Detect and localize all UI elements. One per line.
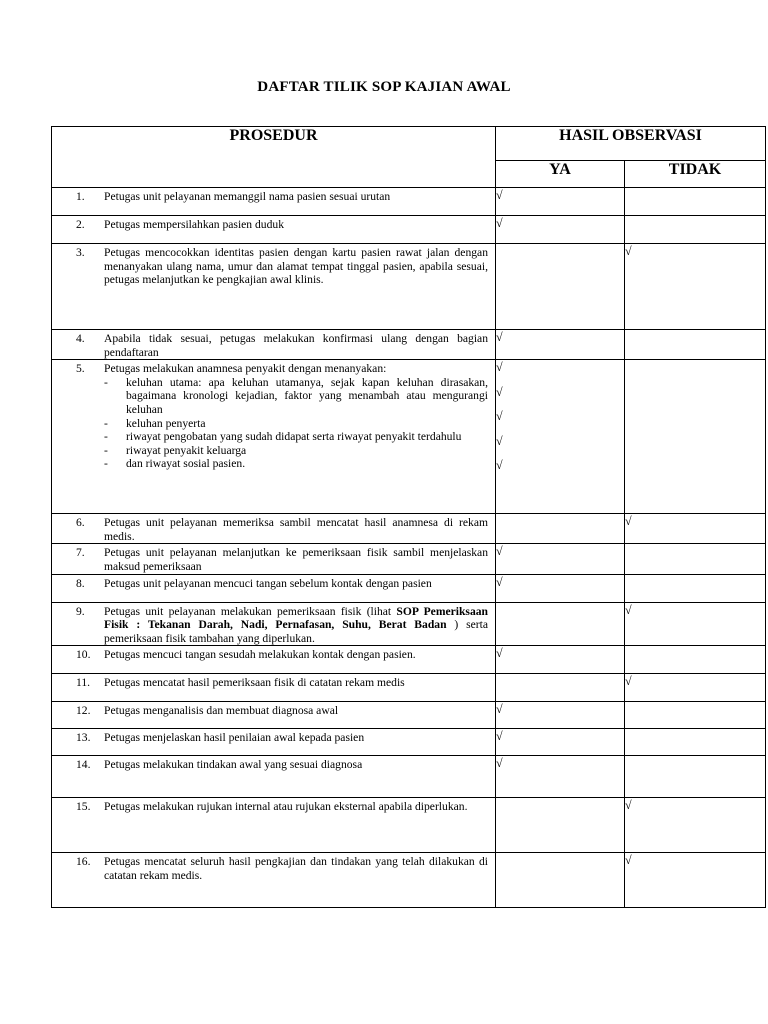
procedure-cell — [52, 360, 496, 514]
table-row — [52, 544, 766, 574]
item-text — [104, 800, 488, 814]
tidak-cell — [625, 674, 766, 702]
procedure-cell — [52, 853, 496, 908]
tidak-cell — [625, 602, 766, 646]
item-number: 15. — [76, 800, 91, 814]
procedure-item — [52, 244, 495, 287]
table-row — [52, 216, 766, 244]
ya-cell — [496, 756, 625, 798]
procedure-cell — [52, 674, 496, 702]
sub-item — [104, 430, 488, 444]
procedure-cell — [52, 544, 496, 574]
sub-item-list — [104, 376, 488, 471]
checklist-table — [51, 126, 766, 908]
tidak-cell — [625, 544, 766, 574]
item-text-main: Petugas menjelaskan hasil penilaian awal kepada pasien — [104, 731, 365, 745]
ya-cell — [496, 853, 625, 908]
ya-cell — [496, 646, 625, 674]
document-title: DAFTAR TILIK SOP KAJIAN AWAL — [257, 79, 511, 95]
item-text — [104, 246, 488, 287]
tidak-cell — [625, 702, 766, 729]
item-text — [104, 218, 488, 232]
sub-item-dash: - — [104, 443, 108, 457]
tidak-cell — [625, 244, 766, 330]
check-mark: √ — [496, 702, 503, 717]
check-mark: √ — [496, 360, 503, 375]
item-number: 5. — [76, 362, 85, 376]
item-text — [104, 516, 488, 543]
table-row — [52, 702, 766, 729]
header-row — [52, 127, 766, 161]
sub-item — [104, 417, 488, 431]
procedure-item — [52, 216, 495, 232]
tidak-cell — [625, 360, 766, 514]
item-number: 2. — [76, 218, 85, 231]
check-mark: √ — [496, 409, 503, 424]
item-text — [104, 758, 488, 772]
item-text-main: Petugas melakukan anamnesa penyakit dengan menanyakan: — [104, 362, 387, 376]
procedure-item — [52, 575, 495, 591]
ya-cell — [496, 216, 625, 244]
item-number: 11. — [76, 676, 91, 690]
procedure-item — [52, 188, 495, 204]
procedure-cell — [52, 756, 496, 798]
sub-item-dash: - — [104, 457, 108, 471]
procedure-cell — [52, 798, 496, 853]
tidak-cell — [625, 216, 766, 244]
item-text-main: Petugas mencocokkan identitas pasien dengan kartu pasien rawat jalan dengan menanyakan ulang nama, umur dan alamat tempat tinggal pasien, apabila sesuai, petugas melanjutkan ke pengkajian awal klinis. — [104, 246, 488, 287]
tidak-cell — [625, 756, 766, 798]
check-mark: √ — [496, 756, 503, 771]
item-text-main: Petugas mencatat seluruh hasil pengkajian dan tindakan yang telah dilakukan di catatan rekam medis. — [104, 855, 488, 882]
sop-reference: SOP Pemeriksaan Fisik : Tekanan Darah, Nadi, Pernafasan, Suhu, Berat Badan — [104, 604, 488, 632]
procedure-item — [52, 330, 495, 359]
table-row — [52, 756, 766, 798]
tidak-cell — [625, 646, 766, 674]
tidak-cell — [625, 514, 766, 544]
procedure-item — [52, 756, 495, 772]
item-text-main: Petugas melakukan rujukan internal atau rujukan eksternal apabila diperlukan. — [104, 800, 468, 814]
check-mark: √ — [496, 458, 503, 473]
sub-item-text: riwayat penyakit keluarga — [126, 443, 247, 457]
table-row — [52, 514, 766, 544]
sub-item-text: riwayat pengobatan yang sudah didapat serta riwayat penyakit terdahulu — [126, 430, 462, 444]
item-number: 6. — [76, 516, 85, 530]
table-row — [52, 188, 766, 216]
item-number: 3. — [76, 246, 85, 259]
ya-cell — [496, 798, 625, 853]
check-mark: √ — [625, 244, 632, 258]
procedure-item — [52, 853, 495, 882]
check-mark: √ — [496, 574, 503, 589]
tidak-header: TIDAK — [625, 160, 766, 187]
hasil-observasi-header: HASIL OBSERVASI — [496, 127, 766, 161]
sub-item-dash: - — [104, 416, 108, 430]
item-text — [104, 704, 488, 718]
tidak-cell — [625, 574, 766, 602]
item-number: 10. — [76, 648, 91, 662]
ya-cell — [496, 602, 625, 646]
item-text-part: Petugas unit pelayanan melakukan pemeriksaan fisik (lihat — [104, 604, 397, 618]
ya-cell — [496, 574, 625, 602]
item-number: 1. — [76, 190, 85, 203]
check-mark: √ — [625, 602, 632, 617]
item-text — [104, 855, 488, 882]
item-text-main: Petugas unit pelayanan melanjutkan ke pemeriksaan fisik sambil menjelaskan maksud pemeriksaan — [104, 546, 488, 573]
check-mark: √ — [625, 798, 632, 813]
check-mark: √ — [496, 433, 503, 448]
check-mark: √ — [625, 853, 632, 868]
item-text-main: Apabila tidak sesuai, petugas melakukan konfirmasi ulang dengan bagian pendaftaran — [104, 332, 488, 359]
tidak-cell — [625, 729, 766, 756]
item-text-part: ) serta pemeriksaan fisik tambahan yang diperlukan. — [104, 618, 489, 645]
procedure-cell — [52, 216, 496, 244]
item-text — [104, 546, 488, 573]
tidak-cell — [625, 330, 766, 360]
prosedur-header: PROSEDUR — [52, 127, 496, 188]
procedure-cell — [52, 188, 496, 216]
item-number: 14. — [76, 758, 91, 772]
check-mark: √ — [496, 384, 503, 399]
procedure-item — [52, 360, 495, 471]
procedure-item — [52, 603, 495, 646]
item-text-main: Petugas mencatat hasil pemeriksaan fisik di catatan rekam medis — [104, 676, 405, 690]
tidak-cell — [625, 798, 766, 853]
sub-item — [104, 376, 488, 417]
sub-item — [104, 444, 488, 458]
table-row — [52, 574, 766, 602]
procedure-cell — [52, 602, 496, 646]
item-text — [104, 676, 488, 690]
item-text-main: Petugas unit pelayanan mencuci tangan sebelum kontak dengan pasien — [104, 576, 432, 590]
table-row — [52, 646, 766, 674]
table-row — [52, 360, 766, 514]
sub-item-dash: - — [104, 375, 108, 389]
item-text-main: Petugas unit pelayanan memeriksa sambil mencatat hasil anamnesa di rekam medis. — [104, 516, 488, 543]
procedure-cell — [52, 330, 496, 360]
sub-item-text: keluhan utama: apa keluhan utamanya, sejak kapan keluhan dirasakan, bagaimana kronologi kejadian, faktor yang menambah atau mengurangi keluhan — [126, 375, 488, 416]
ya-cell — [496, 330, 625, 360]
table-row — [52, 853, 766, 908]
procedure-cell — [52, 574, 496, 602]
item-number: 16. — [76, 855, 91, 869]
item-text-main: Petugas menganalisis dan membuat diagnosa awal — [104, 704, 339, 718]
item-text — [104, 332, 488, 359]
item-text-main: Petugas mempersilahkan pasien duduk — [104, 218, 284, 231]
check-mark: √ — [496, 729, 503, 744]
ya-cell — [496, 244, 625, 330]
ya-cell — [496, 188, 625, 216]
table-row — [52, 602, 766, 646]
procedure-item — [52, 646, 495, 662]
item-text — [104, 362, 488, 471]
procedure-cell — [52, 729, 496, 756]
sub-item-text: dan riwayat sosial pasien. — [126, 457, 246, 471]
sub-item-dash: - — [104, 430, 108, 444]
check-mark: √ — [496, 216, 503, 230]
procedure-item — [52, 729, 495, 745]
item-number: 8. — [76, 576, 85, 590]
checklist-body — [52, 188, 766, 908]
procedure-cell — [52, 702, 496, 729]
check-mark: √ — [496, 188, 503, 202]
ya-header: YA — [496, 160, 625, 187]
table-row — [52, 729, 766, 756]
item-number: 13. — [76, 731, 91, 745]
item-text — [104, 577, 488, 591]
procedure-item — [52, 674, 495, 690]
check-mark: √ — [496, 544, 503, 559]
table-row — [52, 674, 766, 702]
ya-cell — [496, 674, 625, 702]
item-text — [104, 605, 488, 646]
ya-cell — [496, 544, 625, 574]
procedure-item — [52, 798, 495, 814]
check-mark: √ — [625, 514, 632, 529]
sub-item — [104, 457, 488, 471]
table-row — [52, 798, 766, 853]
item-text — [104, 731, 488, 745]
procedure-item — [52, 702, 495, 718]
procedure-cell — [52, 646, 496, 674]
item-number: 9. — [76, 604, 85, 618]
item-text-main: Petugas melakukan tindakan awal yang sesuai diagnosa — [104, 758, 363, 772]
table-row — [52, 244, 766, 330]
ya-cell — [496, 702, 625, 729]
procedure-item — [52, 514, 495, 543]
ya-cell — [496, 729, 625, 756]
tidak-cell — [625, 188, 766, 216]
table-row — [52, 330, 766, 360]
item-number: 4. — [76, 332, 85, 345]
check-mark: √ — [496, 330, 503, 344]
ya-cell — [496, 514, 625, 544]
item-text-main: Petugas unit pelayanan memanggil nama pasien sesuai urutan — [104, 190, 391, 203]
item-number: 12. — [76, 704, 91, 718]
item-text — [104, 190, 488, 204]
procedure-cell — [52, 244, 496, 330]
item-number: 7. — [76, 546, 85, 560]
item-text-main: Petugas mencuci tangan sesudah melakukan kontak dengan pasien. — [104, 648, 416, 662]
check-mark: √ — [625, 674, 632, 689]
item-text — [104, 648, 488, 662]
procedure-cell — [52, 514, 496, 544]
tidak-cell — [625, 853, 766, 908]
procedure-item — [52, 544, 495, 573]
sub-item-text: keluhan penyerta — [126, 416, 206, 430]
ya-cell — [496, 360, 625, 514]
check-mark: √ — [496, 646, 503, 661]
